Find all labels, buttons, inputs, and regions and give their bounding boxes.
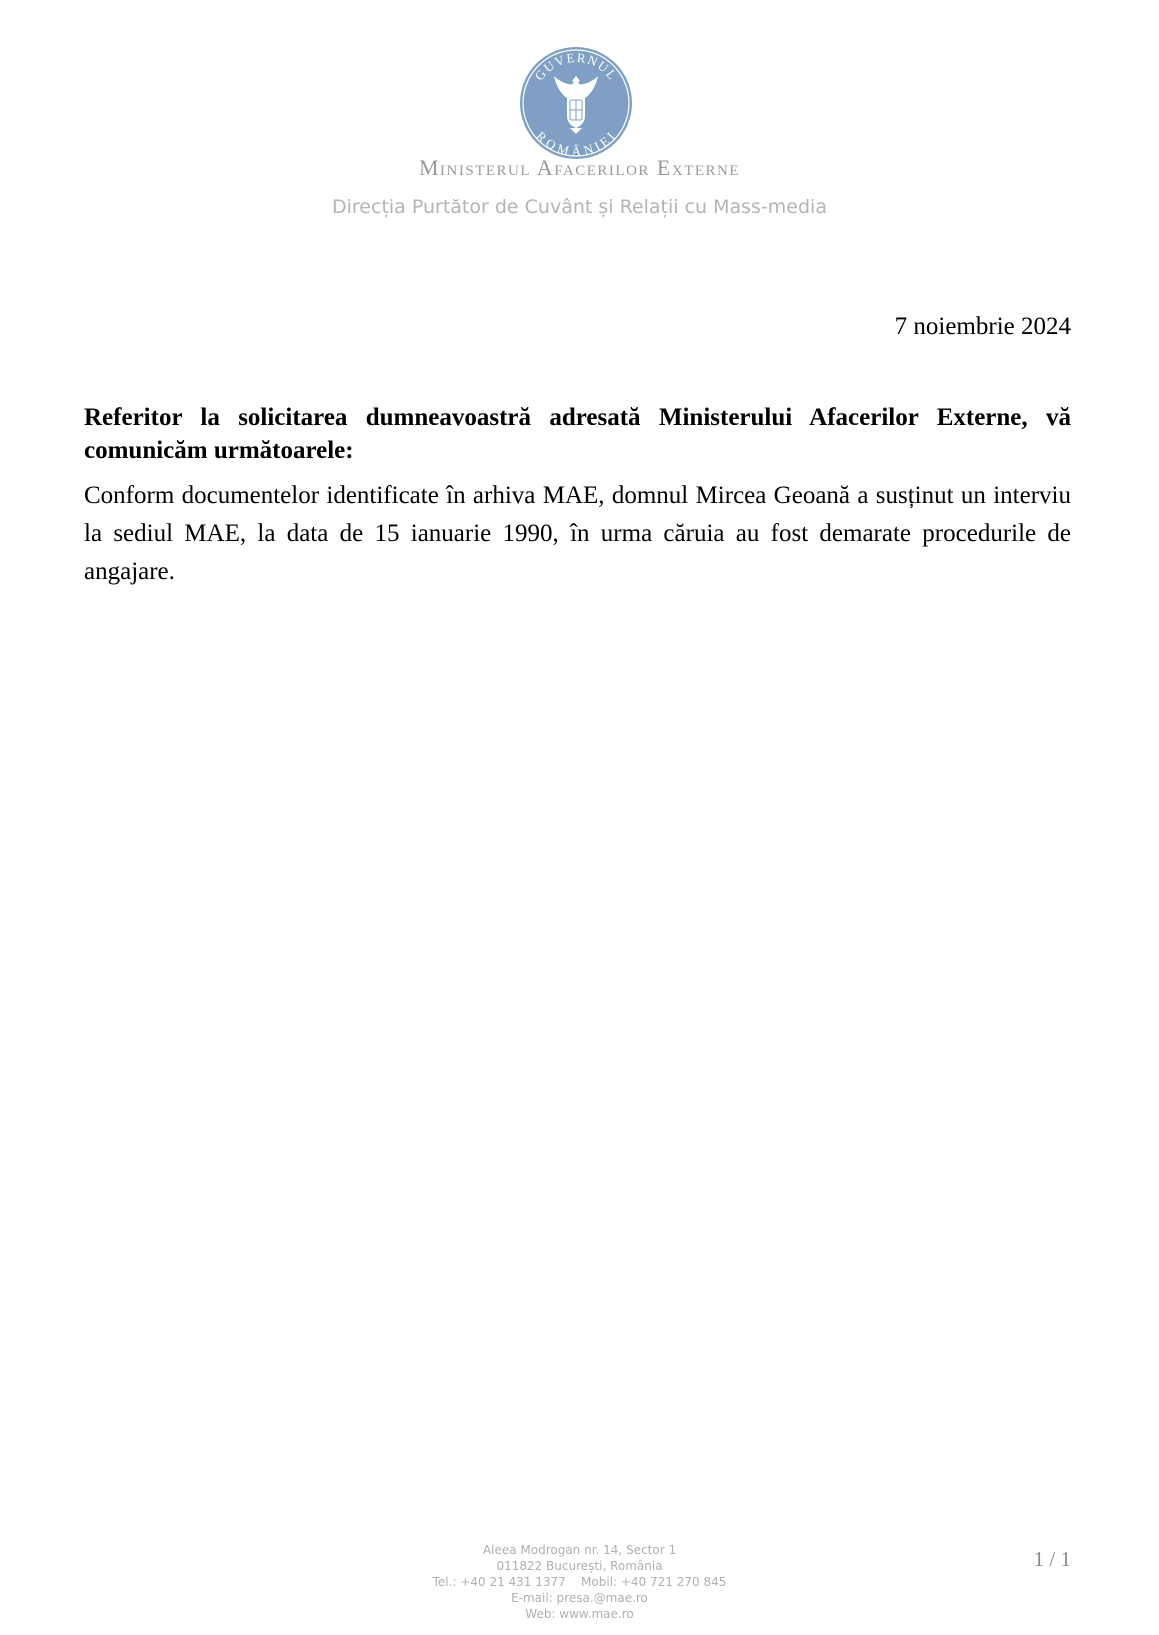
footer-phones: Tel.: +40 21 431 1377 Mobil: +40 721 270 845 <box>432 1575 727 1589</box>
seal-text-top: GUVERNUL <box>531 49 621 84</box>
footer-web: Web: www.mae.ro <box>525 1607 634 1621</box>
document-body: Conform documentelor identificate în arhiva MAE, domnul Mircea Geoană a susținut un interviu la sediul MAE, la data de 15 ianuarie 1990, în urma căruia au fost demarate procedurile de angajare. <box>84 482 1071 585</box>
seal-text-bottom: ROMÂNIEI <box>533 128 619 159</box>
footer-contact <box>0 1542 1159 1622</box>
government-seal <box>519 46 633 160</box>
footer-address-line2: 011822 București, România <box>496 1559 663 1573</box>
footer-address-line1: Aleea Modrogan nr. 14, Sector 1 <box>482 1543 677 1557</box>
ministry-name: Ministerul Afacerilor Externe <box>418 155 741 180</box>
department-name: Direcția Purtător de Cuvânt și Relații cu Mass-media <box>332 196 827 218</box>
document-intro: Referitor la solicitarea dumneavoastră adresată Ministerului Afacerilor Externe, vă comunicăm următoarele: <box>84 404 1071 464</box>
footer-email: E-mail: presa.@mae.ro <box>511 1591 648 1605</box>
page-indicator: 1 / 1 <box>1033 1547 1071 1571</box>
document-date: 7 noiembrie 2024 <box>894 313 1071 340</box>
